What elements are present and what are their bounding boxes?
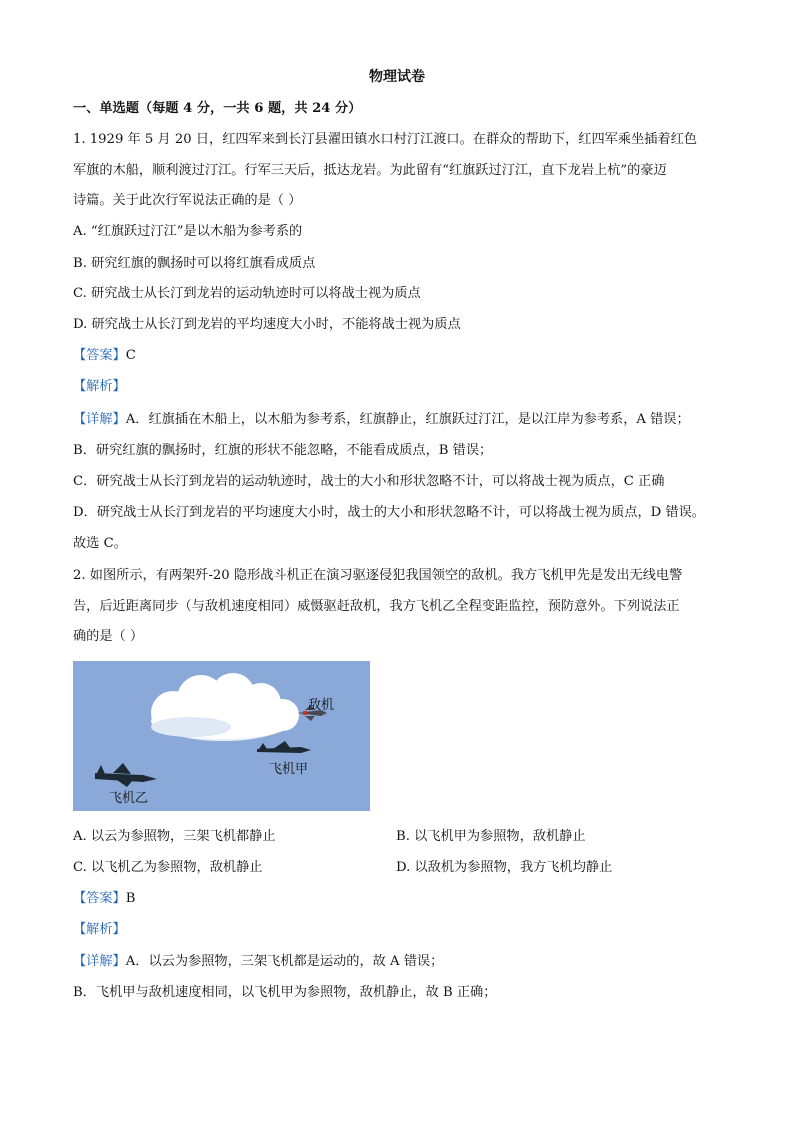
q1-detail-line: C．研究战士从长汀到龙岩的运动轨迹时，战士的大小和形状忽略不计，可以将战士视为质点，C 正确 [73, 474, 665, 489]
q2-option-b: B. 以飞机甲为参照物，敌机静止 [396, 829, 586, 844]
q1-detail-line: B．研究红旗的飘扬时，红旗的形状不能忽略，不能看成质点，B 错误； [73, 443, 493, 458]
q2-option-c: C. 以飞机乙为参照物，敌机静止 [73, 860, 263, 875]
jet-a-icon [257, 741, 311, 753]
q1-detail-line [73, 410, 690, 430]
answer-value: C [125, 348, 136, 363]
q2-option-a: A. 以云为参照物，三架飞机都静止 [73, 829, 276, 844]
q2-detail-line [73, 952, 443, 972]
q1-stem-line: 诗篇。关于此次行军说法正确的是（ ） [73, 193, 302, 208]
enemy-label: 敌机 [308, 698, 335, 713]
q1-stem-line: 1. 1929 年 5 月 20 日，红四军来到长汀县濯田镇水口村汀江渡口。在群众的帮助下，红四军乘坐插着红色 [73, 132, 697, 147]
detail-tag: 【详解】 [73, 412, 126, 427]
section-heading: 一、单选题（每题 4 分，一共 6 题，共 24 分） [73, 101, 362, 116]
q1-analysis-tag: 【解析】 [73, 379, 126, 394]
jet-b-icon [95, 763, 157, 787]
q1-stem-line: 军旗的木船，顺利渡过汀江。行军三天后，抵达龙岩。为此留有“红旗跃过汀江，直下龙岩上杭”的豪迈 [73, 163, 667, 178]
q1-option-b: B. 研究红旗的飘扬时可以将红旗看成质点 [73, 256, 316, 271]
q2-stem-line: 告，后近距离同步（与敌机速度相同）威慑驱赶敌机，我方飞机乙全程变距监控，预防意外。下列说法正 [73, 599, 680, 614]
answer-value: B [125, 891, 136, 906]
q2-option-d: D. 以敌机为参照物，我方飞机均静止 [396, 860, 613, 875]
q1-detail-line: D．研究战士从长汀到龙岩的平均速度大小时，战士的大小和形状忽略不计，可以将战士视为质点，D 错误。 [73, 505, 705, 520]
detail-text: A．红旗插在木船上，以木船为参考系，红旗静止，红旗跃过汀江，是以江岸为参考系，A 错误； [125, 412, 690, 427]
fighter-jets-figure [73, 661, 370, 811]
q2-analysis-tag: 【解析】 [73, 922, 126, 937]
q2-detail-line: B．飞机甲与敌机速度相同，以飞机甲为参照物，敌机静止，故 B 正确； [73, 985, 497, 1000]
answer-tag: 【答案】 [73, 891, 126, 906]
cloud-icon [151, 673, 299, 741]
q2-stem-line: 2. 如图所示，有两架歼-20 隐形战斗机正在演习驱逐侵犯我国领空的敌机。我方飞机甲先是发出无线电警 [73, 568, 683, 583]
q2-stem-line: 确的是（ ） [73, 629, 144, 644]
answer-tag: 【答案】 [73, 348, 126, 363]
detail-tag: 【详解】 [73, 954, 126, 969]
page-title: 物理试卷 [369, 69, 425, 85]
q1-option-d: D. 研究战士从长汀到龙岩的平均速度大小时，不能将战士视为质点 [73, 317, 461, 332]
q1-option-c: C. 研究战士从长汀到龙岩的运动轨迹时可以将战士视为质点 [73, 286, 421, 301]
q2-answer [73, 889, 135, 909]
jet-b-label: 飞机乙 [109, 791, 149, 806]
q1-conclusion: 故选 C。 [73, 536, 127, 551]
detail-text: A．以云为参照物，三架飞机都是运动的，故 A 错误； [125, 954, 444, 969]
q1-answer [73, 346, 136, 366]
q1-option-a: A. “红旗跃过汀江”是以木船为参考系的 [73, 224, 303, 239]
jet-a-label: 飞机甲 [269, 762, 309, 777]
